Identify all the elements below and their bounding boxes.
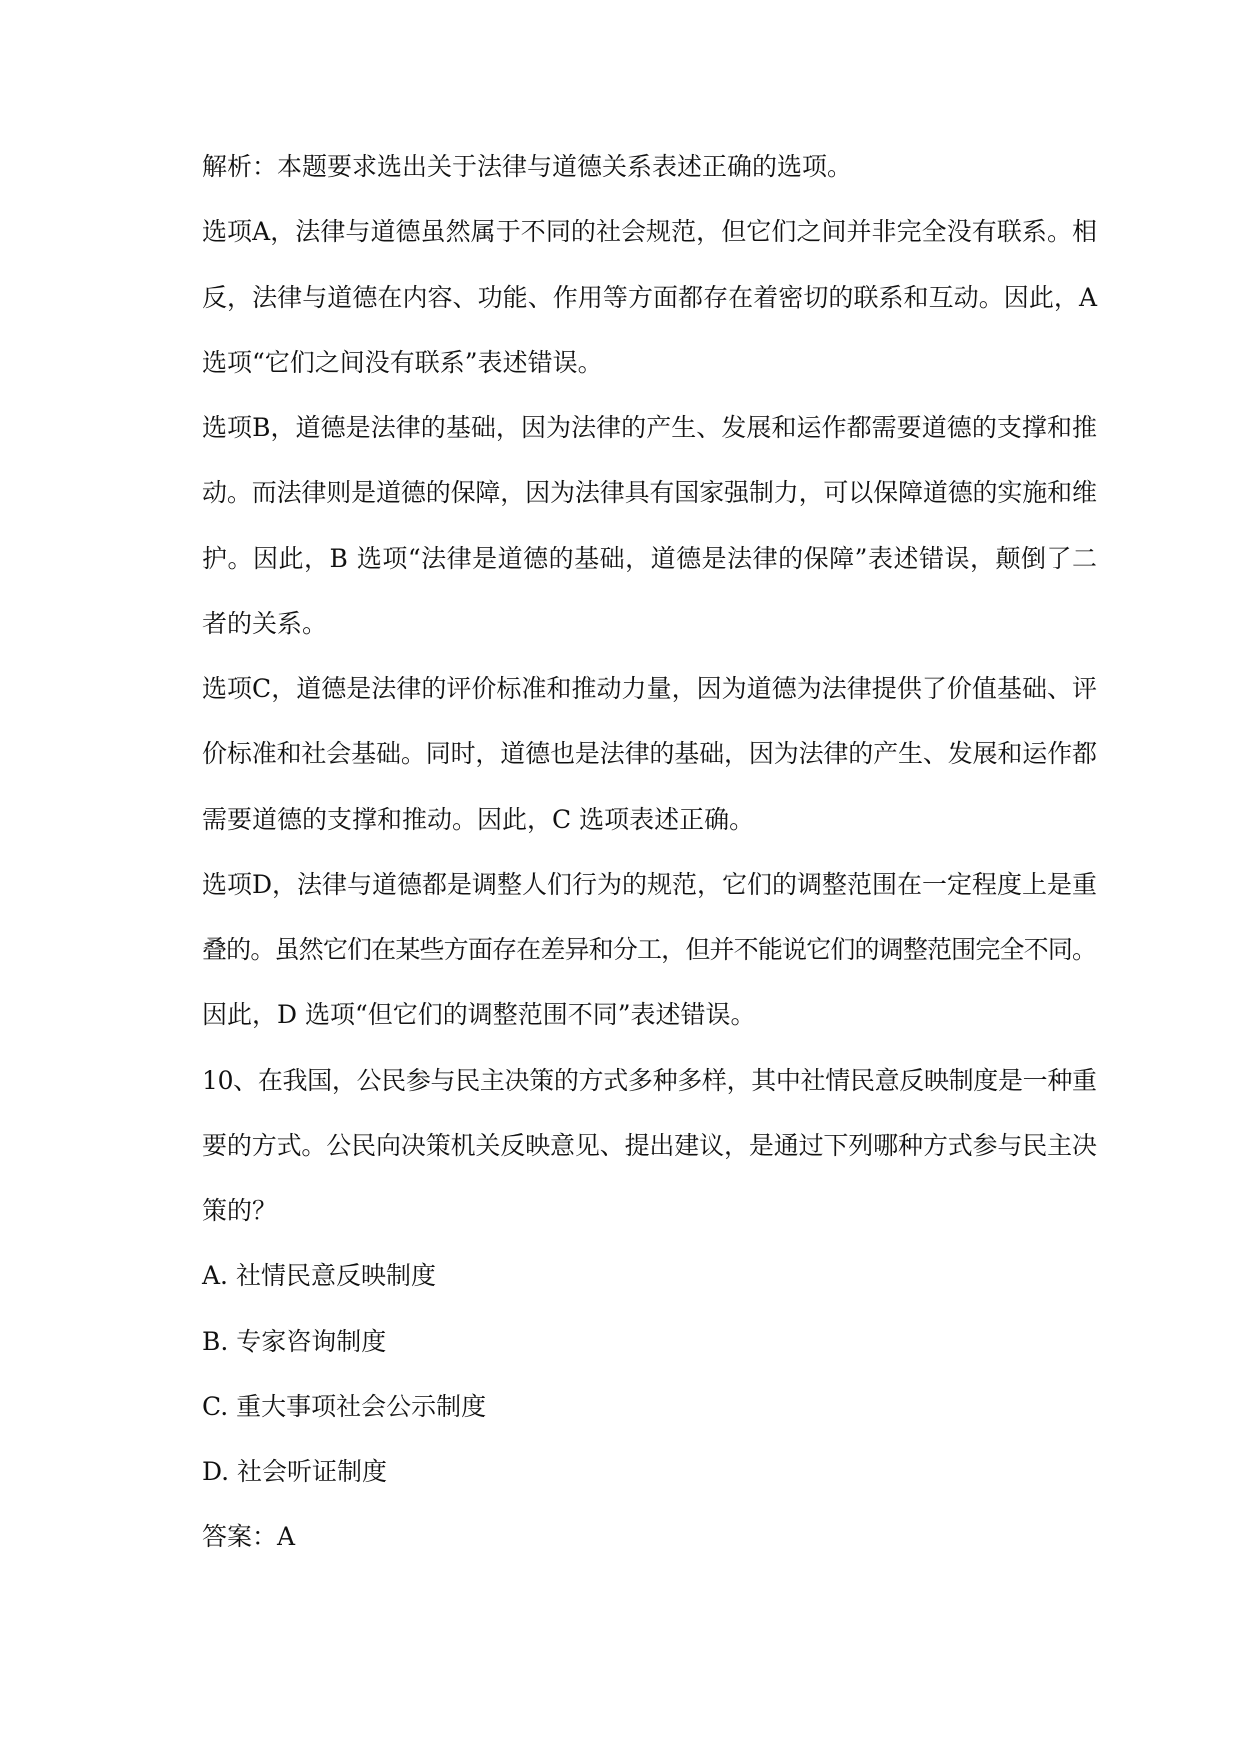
analysis-option-a: [202, 199, 1097, 395]
text-line: [202, 330, 1097, 395]
text-line: [202, 1504, 1097, 1569]
text-line: [202, 917, 1097, 982]
text-line-content: 策的？: [202, 1196, 278, 1225]
text-line-content: 解析：本题要求选出关于法律与道德关系表述正确的选项。: [202, 152, 853, 181]
text-line-content: 叠的。虽然它们在某些方面存在差异和分工，但并不能说它们的调整范围完全不同。: [202, 935, 1097, 964]
text-line: [202, 852, 1097, 917]
analysis-option-c: [202, 656, 1097, 852]
text-line: [202, 395, 1097, 460]
text-line: [202, 134, 1097, 199]
text-line: [202, 526, 1097, 591]
choice-b: [202, 1309, 1097, 1374]
text-line-content: 选项D，法律与道德都是调整人们行为的规范，它们的调整范围在一定程度上是重: [202, 869, 1097, 899]
text-line: [202, 460, 1097, 525]
text-line: [202, 199, 1097, 264]
text-line-content: 选项“它们之间没有联系”表述错误。: [202, 347, 603, 377]
text-line-content: 者的关系。: [202, 608, 328, 638]
text-line-content: 要的方式。公民向决策机关反映意见、提出建议，是通过下列哪种方式参与民主决: [202, 1130, 1097, 1160]
text-line: [202, 1439, 1097, 1504]
text-line-content: 选项A，法律与道德虽然属于不同的社会规范，但它们之间并非完全没有联系。相: [202, 217, 1098, 247]
choice-c-text: C. 重大事项社会公示制度: [202, 1391, 487, 1421]
text-line-content: 反，法律与道德在内容、功能、作用等方面都存在着密切的联系和互动。因此，A: [202, 282, 1098, 312]
text-line-content: 价标准和社会基础。同时，道德也是法律的基础，因为法律的产生、发展和运作都: [202, 739, 1097, 769]
text-line: [202, 1113, 1097, 1178]
text-line: [202, 1374, 1097, 1439]
text-line-content: 选项B，道德是法律的基础，因为法律的产生、发展和运作都需要道德的支撑和推: [202, 413, 1098, 442]
choice-a-text: A. 社情民意反映制度: [202, 1261, 436, 1291]
text-line: [202, 591, 1097, 656]
document-page: [202, 134, 1097, 1570]
text-line: [202, 265, 1097, 330]
text-line-content: 护。因此，B 选项“法律是道德的基础，道德是法律的保障”表述错误，颠倒了二: [202, 543, 1098, 573]
text-line: [202, 1048, 1097, 1113]
choice-b-text: B. 专家咨询制度: [202, 1326, 387, 1356]
choice-d-text: D. 社会听证制度: [202, 1457, 388, 1486]
text-line: [202, 982, 1097, 1047]
question-10: [202, 1048, 1097, 1244]
text-line: [202, 1178, 1097, 1243]
analysis-option-d: [202, 852, 1097, 1048]
text-line: [202, 721, 1097, 786]
answer: [202, 1504, 1097, 1569]
text-line: [202, 1243, 1097, 1308]
choice-d: [202, 1439, 1097, 1504]
answer-text: 答案：A: [202, 1522, 296, 1552]
choice-a: [202, 1243, 1097, 1308]
text-line-content: 需要道德的支撑和推动。因此，C 选项表述正确。: [202, 804, 755, 834]
analysis-option-b: [202, 395, 1097, 656]
choice-c: [202, 1374, 1097, 1439]
text-line-content: 动。而法律则是道德的保障，因为法律具有国家强制力，可以保障道德的实施和维: [202, 478, 1097, 508]
text-line-content: 选项C，道德是法律的评价标准和推动力量，因为道德为法律提供了价值基础、评: [202, 674, 1098, 703]
text-line: [202, 787, 1097, 852]
text-line: [202, 656, 1097, 721]
text-line-content: 因此，D 选项“但它们的调整范围不同”表述错误。: [202, 1000, 756, 1030]
text-line-content: 10、在我国，公民参与民主决策的方式多种多样，其中社情民意反映制度是一种重: [202, 1065, 1097, 1095]
analysis-intro: [202, 134, 1097, 199]
text-line: [202, 1309, 1097, 1374]
